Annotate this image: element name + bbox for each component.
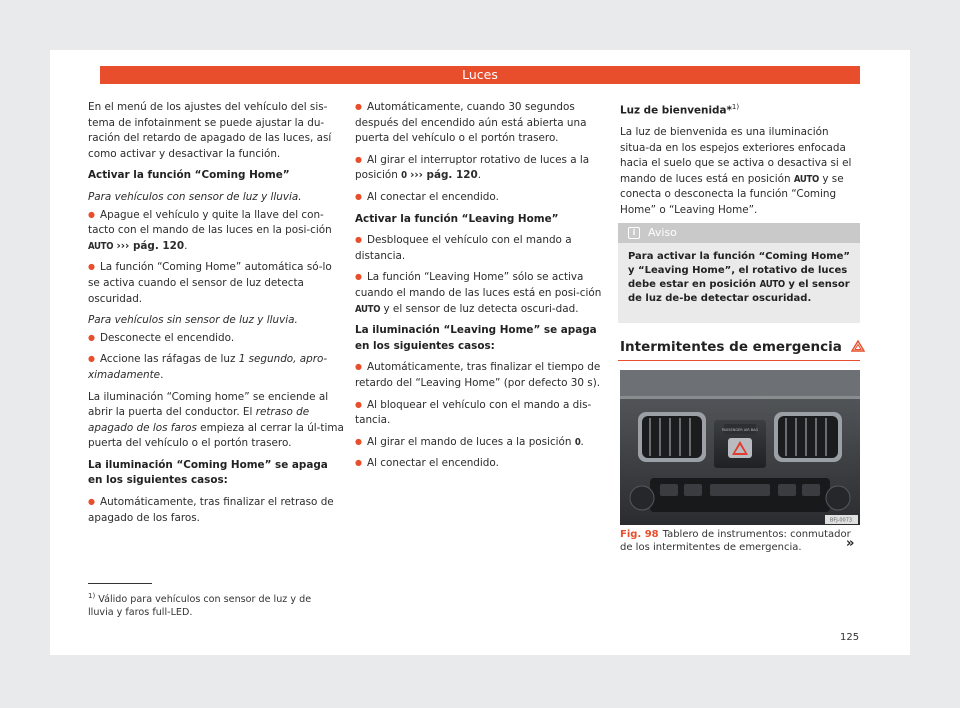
section-rule: [618, 360, 860, 361]
bullet-item: ● Automáticamente, tras finalizar el tiempo de retardo del “Leaving Home” (por defecto 30 s).: [355, 360, 605, 391]
auto-symbol: AUTO: [759, 279, 785, 290]
bullet-item: ● Desbloquee el vehículo con el mando a distancia.: [355, 233, 605, 264]
bullet-item: ● Automáticamente, tras finalizar el retraso de apagado de los faros.: [88, 495, 344, 526]
bullet-item: ● Al girar el interruptor rotativo de luces a la posición 0 ››› pág. 120.: [355, 153, 605, 184]
footnote-marker: 1): [731, 103, 740, 111]
intro-text: En el menú de los ajustes del vehículo del sis-tema de infotainment se puede ajustar la du-ración del retardo de apagado de las luces, así como activar y desactivar la función.: [88, 101, 332, 160]
page-number: 125: [840, 632, 860, 643]
heading-welcome-light: Luz de bienvenida*$^{1)}$: [620, 103, 740, 117]
heading-leaving-home-off: La iluminación “Leaving Home” se apaga en los siguientes casos:: [355, 324, 597, 352]
warning-triangle-icon: [851, 340, 865, 352]
paragraph: La luz de bienvenida es una iluminación situa-da en los espejos exteriores enfocada hacia el suelo que se activa o desactiva si el mando de luces está en posición AUTO y se conecta o desconecta la función “Coming Home” o “Leaving Home”.: [620, 126, 852, 217]
note-header: [618, 223, 860, 243]
heading-coming-home-off: La iluminación “Coming Home” se apaga en los siguientes casos:: [88, 458, 328, 487]
subheading-no-sensor: Para vehículos sin sensor de luz y lluvia.: [88, 314, 298, 327]
paragraph: La iluminación “Coming home” se enciende al abrir la puerta del conductor. El retraso de apagado de los faros empieza al cerrar la úl-tima puerta del vehículo o el portón trasero.: [88, 390, 344, 450]
subheading-sensor: Para vehículos con sensor de luz y lluvia.: [88, 190, 302, 203]
footnote: $^{1)}$ Válido para vehículos con sensor de luz y de lluvia y faros full-LED.: [88, 592, 312, 619]
page-reference: ››› pág. 120: [116, 239, 185, 252]
auto-symbol: AUTO: [355, 303, 381, 315]
footnote-rule: [88, 583, 152, 584]
dashboard-photo: [620, 370, 860, 525]
figure-label: Fig. 98: [620, 529, 659, 540]
chapter-header: Luces: [100, 66, 860, 84]
bullet-item: ● Al girar el mando de luces a la posición 0.: [355, 435, 605, 451]
column-3: [620, 100, 860, 225]
bullet-item: ● Al conectar el encendido.: [355, 456, 605, 472]
section-title: Intermitentes de emergencia: [620, 339, 865, 355]
auto-symbol: AUTO: [793, 173, 820, 185]
bullet-item: ● Desconecte el encendido.: [88, 331, 344, 347]
zero-symbol: 0: [401, 170, 407, 182]
note-box: [618, 223, 860, 323]
bullet-item: ● La función “Coming Home” automática só-lo se activa cuando el sensor de luz detecta oscuridad.: [88, 260, 344, 307]
bullet-item: ● Accione las ráfagas de luz 1 segundo, apro-ximadamente.: [88, 352, 344, 383]
figure-code: BFJ-0073: [829, 517, 853, 524]
zero-symbol: 0: [574, 436, 581, 448]
bullet-item: ● Automáticamente, cuando 30 segundos después del encendido aún está abierta una puerta del vehículo o el portón trasero.: [355, 100, 605, 147]
heading-coming-home: Activar la función “Coming Home”: [88, 169, 290, 182]
page-reference: ››› pág. 120: [410, 169, 478, 182]
heading-leaving-home: Activar la función “Leaving Home”: [355, 212, 559, 225]
bullet-item: ● Al bloquear el vehículo con el mando a dis-tancia.: [355, 398, 605, 429]
column-2: [355, 100, 605, 478]
dashboard-illustration: [620, 370, 860, 525]
auto-symbol: AUTO: [88, 240, 114, 252]
bullet-item: ● La función “Leaving Home” sólo se activa cuando el mando de las luces está en posi-ción AUTO y el sensor de luz detecta oscuri-dad.: [355, 270, 605, 317]
bullet-item: ● Al conectar el encendido.: [355, 190, 605, 206]
info-icon: i: [628, 227, 640, 239]
figure-caption: Fig. 98 Tablero de instrumentos: conmutador de los intermitentes de emergencia.: [620, 529, 851, 553]
airbag-label: PASSENGER AIR BAG: [721, 428, 759, 432]
footnote-mark: 1): [88, 592, 96, 600]
note-title: Aviso: [648, 226, 677, 239]
note-body: Para activar la función “Coming Home” y “Leaving Home”, el rotativo de luces debe estar en posición AUTO y el sensor de luz de-be detectar oscuridad.: [628, 251, 851, 304]
continue-arrow: »: [846, 536, 855, 551]
bullet-item: ● Apague el vehículo y quite la llave del con-tacto con el mando de las luces en la posi-ción AUTO ››› pág. 120.: [88, 208, 344, 255]
column-1: [88, 100, 344, 532]
